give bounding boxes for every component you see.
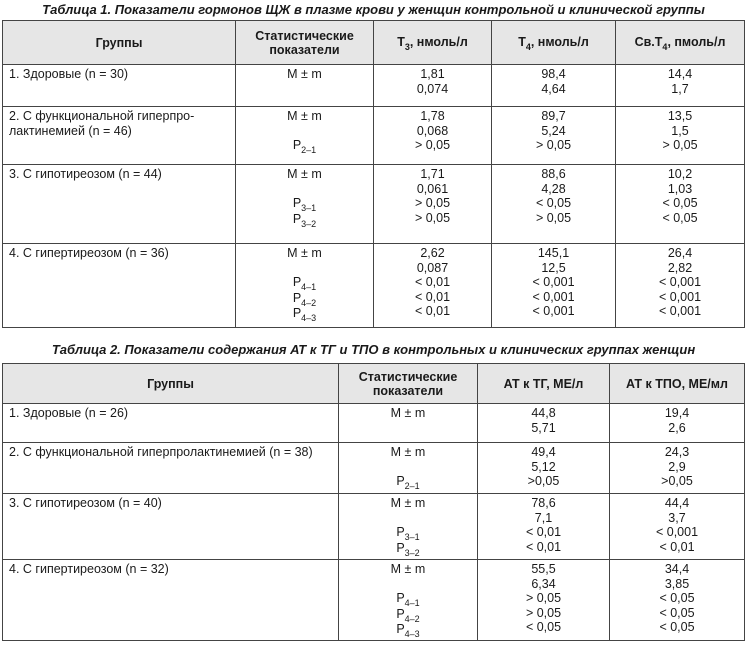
value: 13,5 — [667, 109, 693, 123]
value: 2,62 — [420, 246, 445, 260]
group-cell: 1. Здоровые (n = 30) — [3, 65, 236, 107]
stat-mean-label: M ± m — [390, 496, 426, 510]
value: 4,28 — [541, 181, 566, 196]
value: 1,81 — [420, 67, 445, 81]
value-cell-tpo — [610, 494, 745, 560]
value-cell-tg — [478, 404, 610, 443]
value: 55,5 — [531, 562, 556, 576]
value: 0,061 — [416, 181, 449, 196]
value: 1,71 — [420, 167, 445, 181]
table2-header-groups: Группы — [3, 364, 339, 404]
p-value: < 0,01 — [414, 275, 451, 289]
table2-header-at-tg: АТ к ТГ, МЕ/л — [478, 364, 610, 404]
table-row — [3, 165, 745, 244]
value-cell-ft4 — [616, 107, 745, 165]
p-sub: 3–2 — [301, 218, 317, 229]
p-label — [345, 607, 471, 623]
p-letter: P — [396, 540, 405, 555]
p-sub: 4–3 — [404, 629, 420, 639]
table-row — [3, 560, 745, 641]
p-label — [242, 212, 367, 228]
value: 145,1 — [537, 246, 570, 260]
stat-mean-label: M ± m — [287, 246, 322, 260]
p-label — [242, 275, 367, 291]
value: 5,71 — [531, 420, 556, 435]
p-sub: 4–2 — [404, 613, 420, 624]
p-value: > 0,05 — [535, 138, 572, 152]
stats-cell — [236, 165, 374, 244]
p-value: < 0,05 — [659, 620, 695, 634]
value: 14,4 — [667, 67, 693, 81]
table-row — [3, 494, 745, 560]
table-row — [3, 65, 745, 107]
p-letter: P — [292, 196, 302, 210]
p-label — [345, 622, 471, 638]
table-row — [3, 443, 745, 494]
value-cell-tg — [478, 560, 610, 641]
table1-header-stats: Статистические показатели — [236, 21, 374, 65]
p-sub: 4–1 — [301, 282, 317, 292]
spacer — [345, 577, 471, 592]
stats-cell — [236, 107, 374, 165]
spacer — [242, 124, 367, 139]
stat-mean-label: M ± m — [287, 167, 322, 181]
value-cell-tpo — [610, 560, 745, 641]
value: 44,4 — [664, 496, 690, 510]
p-label — [345, 591, 471, 607]
stats-cell — [339, 443, 478, 494]
value: 0,074 — [416, 81, 449, 96]
p-value: >0,05 — [661, 474, 693, 488]
value: 0,087 — [416, 260, 449, 275]
p-sub: 2–1 — [301, 145, 317, 155]
p-letter: P — [292, 275, 302, 289]
value: 6,34 — [531, 576, 556, 591]
p-label — [242, 138, 367, 154]
p-value: < 0,05 — [659, 605, 695, 620]
value-cell-t3 — [374, 165, 492, 244]
value: 3,7 — [668, 510, 686, 525]
value: 1,5 — [671, 123, 689, 138]
p-letter: P — [396, 474, 405, 488]
spacer — [345, 460, 471, 475]
group-cell: 2. С функциональной гиперпролактинемией (n = 38) — [3, 443, 339, 494]
p-label — [345, 541, 471, 557]
p-value: < 0,01 — [525, 539, 562, 554]
group-cell: 4. С гипертиреозом (n = 32) — [3, 560, 339, 641]
p-value: > 0,05 — [662, 138, 698, 152]
p-letter: P — [292, 290, 302, 305]
p-letter: P — [396, 525, 405, 539]
table1 — [2, 20, 745, 328]
p-letter: P — [292, 211, 302, 226]
table1-header-ft4: $Св.Т_4$, пмоль/л — [616, 21, 745, 65]
value: 49,4 — [531, 445, 556, 459]
p-sub: 4–2 — [301, 297, 317, 308]
value: 1,78 — [420, 109, 445, 123]
stats-cell — [339, 404, 478, 443]
p-sub: 4–1 — [404, 598, 420, 608]
value-cell-t3 — [374, 244, 492, 328]
p-value: < 0,05 — [662, 210, 698, 225]
p-value: < 0,01 — [414, 289, 451, 304]
table2-header-stats: Статистические показатели — [339, 364, 478, 404]
value: 78,6 — [531, 496, 556, 510]
value: 26,4 — [667, 246, 693, 260]
value: 5,12 — [531, 459, 556, 474]
value: 98,4 — [541, 67, 566, 81]
value: 12,5 — [541, 260, 566, 275]
stat-mean-label: M ± m — [287, 67, 322, 81]
p-value: < 0,05 — [535, 196, 572, 210]
p-value: > 0,05 — [535, 210, 572, 225]
table1-title: Таблица 1. Показатели гормонов ЩЖ в плазме крови у женщин контрольной и клинической группы — [42, 2, 705, 17]
p-letter: P — [292, 306, 302, 320]
p-sub: 3–1 — [404, 532, 420, 542]
value-cell-t4 — [492, 65, 616, 107]
value-cell-tg — [478, 494, 610, 560]
p-value: > 0,05 — [414, 196, 451, 210]
value-cell-t4 — [492, 165, 616, 244]
table-row — [3, 404, 745, 443]
table2-header-at-tpo: АТ к ТПО, МЕ/мл — [610, 364, 745, 404]
p-value: < 0,01 — [659, 539, 695, 554]
stats-cell — [236, 65, 374, 107]
table1-header-groups: Группы — [3, 21, 236, 65]
value: 24,3 — [664, 445, 690, 459]
p-value: >0,05 — [527, 474, 560, 488]
value: 44,8 — [531, 406, 556, 420]
p-label — [242, 291, 367, 307]
value: 88,6 — [541, 167, 566, 181]
stat-mean-label: M ± m — [390, 406, 426, 420]
group-cell: 3. С гипотиреозом (n = 40) — [3, 494, 339, 560]
value-cell-tpo — [610, 443, 745, 494]
value-cell-tg — [478, 443, 610, 494]
stats-cell — [236, 244, 374, 328]
p-label — [242, 196, 367, 212]
stat-mean-label: M ± m — [287, 109, 322, 123]
p-letter: P — [396, 606, 405, 621]
p-label — [345, 474, 471, 490]
value: 34,4 — [664, 562, 690, 576]
p-sub: 3–1 — [301, 203, 317, 213]
p-value: < 0,05 — [659, 591, 695, 605]
stat-mean-label: M ± m — [390, 445, 426, 459]
value-cell-t3 — [374, 107, 492, 165]
p-letter: P — [292, 138, 302, 152]
table1-header-t3: $Т_3$, нмоль/л — [374, 21, 492, 65]
value: 7,1 — [534, 510, 553, 525]
p-value: > 0,05 — [414, 210, 451, 225]
p-letter: P — [396, 622, 405, 636]
p-value: < 0,001 — [532, 289, 575, 304]
value: 19,4 — [664, 406, 690, 420]
stats-cell — [339, 560, 478, 641]
value: 3,85 — [664, 576, 690, 591]
value-cell-ft4 — [616, 65, 745, 107]
spacer — [242, 261, 367, 276]
group-cell: 4. С гипертиреозом (n = 36) — [3, 244, 236, 328]
value: 0,068 — [416, 123, 449, 138]
value-cell-tpo — [610, 404, 745, 443]
value-cell-t3 — [374, 65, 492, 107]
p-value: < 0,001 — [655, 525, 699, 539]
table1-header-t4: $Т_4$, нмоль/л — [492, 21, 616, 65]
p-value: < 0,001 — [658, 275, 702, 289]
table2 — [2, 363, 745, 641]
p-label — [345, 525, 471, 541]
group-cell: 3. С гипотиреозом (n = 44) — [3, 165, 236, 244]
p-value: < 0,01 — [525, 525, 562, 539]
p-value: < 0,001 — [532, 275, 575, 289]
spacer — [242, 182, 367, 197]
p-label — [242, 306, 367, 322]
table2-title: Таблица 2. Показатели содержания АТ к ТГ и ТПО в контрольных и клинических группах женщин — [51, 342, 696, 357]
p-value: < 0,05 — [662, 196, 698, 210]
table-row — [3, 107, 745, 165]
value: 2,9 — [668, 459, 686, 474]
value-cell-t4 — [492, 244, 616, 328]
p-value: < 0,001 — [532, 304, 575, 318]
value: 89,7 — [541, 109, 566, 123]
p-value: < 0,05 — [525, 620, 562, 634]
table-row — [3, 244, 745, 328]
value-cell-t4 — [492, 107, 616, 165]
value: 10,2 — [667, 167, 693, 181]
p-value: > 0,05 — [525, 591, 562, 605]
value: 5,24 — [541, 123, 566, 138]
value: 4,64 — [541, 81, 566, 96]
p-sub: 3–2 — [404, 547, 420, 558]
p-value: < 0,01 — [414, 304, 451, 318]
spacer — [345, 511, 471, 526]
value-cell-ft4 — [616, 165, 745, 244]
value: 1,03 — [667, 181, 693, 196]
p-sub: 4–3 — [301, 313, 317, 323]
p-value: < 0,001 — [658, 304, 702, 318]
group-cell: 1. Здоровые (n = 26) — [3, 404, 339, 443]
value: 2,82 — [667, 260, 693, 275]
value: 1,7 — [671, 81, 689, 96]
group-cell: 2. С функциональной гиперпро- лактинемией (n = 46) — [3, 107, 236, 165]
p-value: > 0,05 — [414, 138, 451, 152]
stats-cell — [339, 494, 478, 560]
value: 2,6 — [668, 420, 686, 435]
p-letter: P — [396, 591, 405, 605]
p-value: < 0,001 — [658, 289, 702, 304]
stat-mean-label: M ± m — [390, 562, 426, 576]
p-value: > 0,05 — [525, 605, 562, 620]
p-sub: 2–1 — [404, 481, 420, 491]
value-cell-ft4 — [616, 244, 745, 328]
